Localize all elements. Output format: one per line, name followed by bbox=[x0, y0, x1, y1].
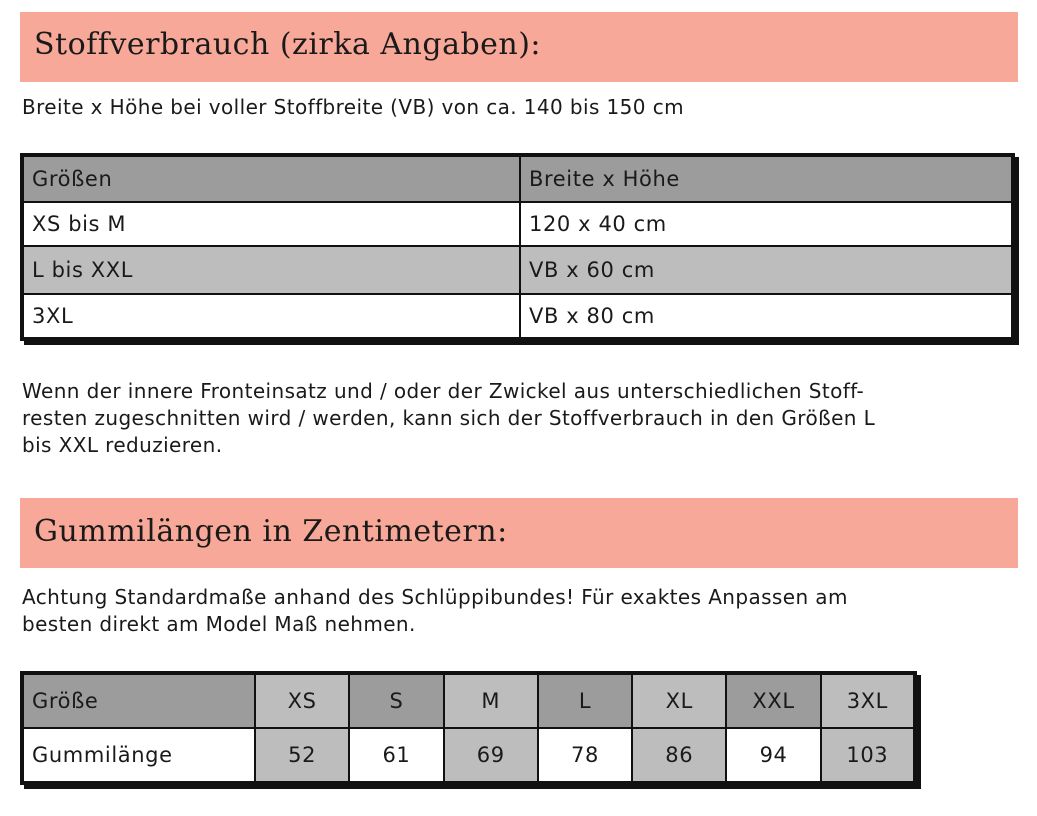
note-line: Wenn der innere Fronteinsatz und / oder der Zwickel aus unterschiedlichen Stoff- bbox=[22, 379, 865, 403]
size-cell-xxl: XXL bbox=[726, 673, 820, 728]
table-row bbox=[22, 294, 1013, 339]
length-cell-l: 78 bbox=[538, 728, 632, 783]
dimension-cell: 120 x 40 cm bbox=[520, 202, 1013, 246]
elastic-intro-text bbox=[22, 584, 982, 638]
dimension-cell: VB x 80 cm bbox=[520, 294, 1013, 339]
section-heading-fabric: Stoffverbrauch (zirka Angaben): bbox=[34, 27, 542, 62]
size-cell-s: S bbox=[349, 673, 443, 728]
header-sizes: Größen bbox=[22, 155, 520, 202]
length-cell-xxl: 94 bbox=[726, 728, 820, 783]
length-cell-3xl: 103 bbox=[821, 728, 915, 783]
length-cell-xs: 52 bbox=[255, 728, 349, 783]
length-cell-xl: 86 bbox=[632, 728, 726, 783]
size-cell-3xl: 3XL bbox=[821, 673, 915, 728]
size-cell-m: M bbox=[444, 673, 538, 728]
fabric-intro-text: Breite x Höhe bei voller Stoffbreite (VB) von ca. 140 bis 150 cm bbox=[22, 95, 684, 119]
size-row bbox=[22, 673, 915, 728]
header-width-height: Breite x Höhe bbox=[520, 155, 1013, 202]
note-line: bis XXL reduzieren. bbox=[22, 433, 223, 457]
section-banner-elastic bbox=[20, 498, 1018, 568]
length-cell-s: 61 bbox=[349, 728, 443, 783]
size-cell-l: L bbox=[538, 673, 632, 728]
size-cell-xl: XL bbox=[632, 673, 726, 728]
fabric-table-header-row bbox=[22, 155, 1013, 202]
section-heading-elastic: Gummilängen in Zentimetern: bbox=[34, 514, 508, 549]
size-cell: XS bis M bbox=[22, 202, 520, 246]
size-label-cell: Größe bbox=[22, 673, 255, 728]
table-row bbox=[22, 246, 1013, 294]
intro-line: Achtung Standardmaße anhand des Schlüppibundes! Für exaktes Anpassen am bbox=[22, 585, 848, 609]
fabric-table bbox=[20, 153, 1015, 341]
fabric-note-text bbox=[22, 378, 1012, 459]
size-cell: L bis XXL bbox=[22, 246, 520, 294]
note-line: resten zugeschnitten wird / werden, kann sich der Stoffverbrauch in den Größen L bbox=[22, 406, 876, 430]
elastic-table bbox=[20, 671, 917, 785]
size-cell: 3XL bbox=[22, 294, 520, 339]
size-cell-xs: XS bbox=[255, 673, 349, 728]
dimension-cell: VB x 60 cm bbox=[520, 246, 1013, 294]
length-label-cell: Gummilänge bbox=[22, 728, 255, 783]
section-banner-fabric bbox=[20, 12, 1018, 82]
length-cell-m: 69 bbox=[444, 728, 538, 783]
intro-line: besten direkt am Model Maß nehmen. bbox=[22, 612, 416, 636]
table-row bbox=[22, 202, 1013, 246]
length-row bbox=[22, 728, 915, 783]
